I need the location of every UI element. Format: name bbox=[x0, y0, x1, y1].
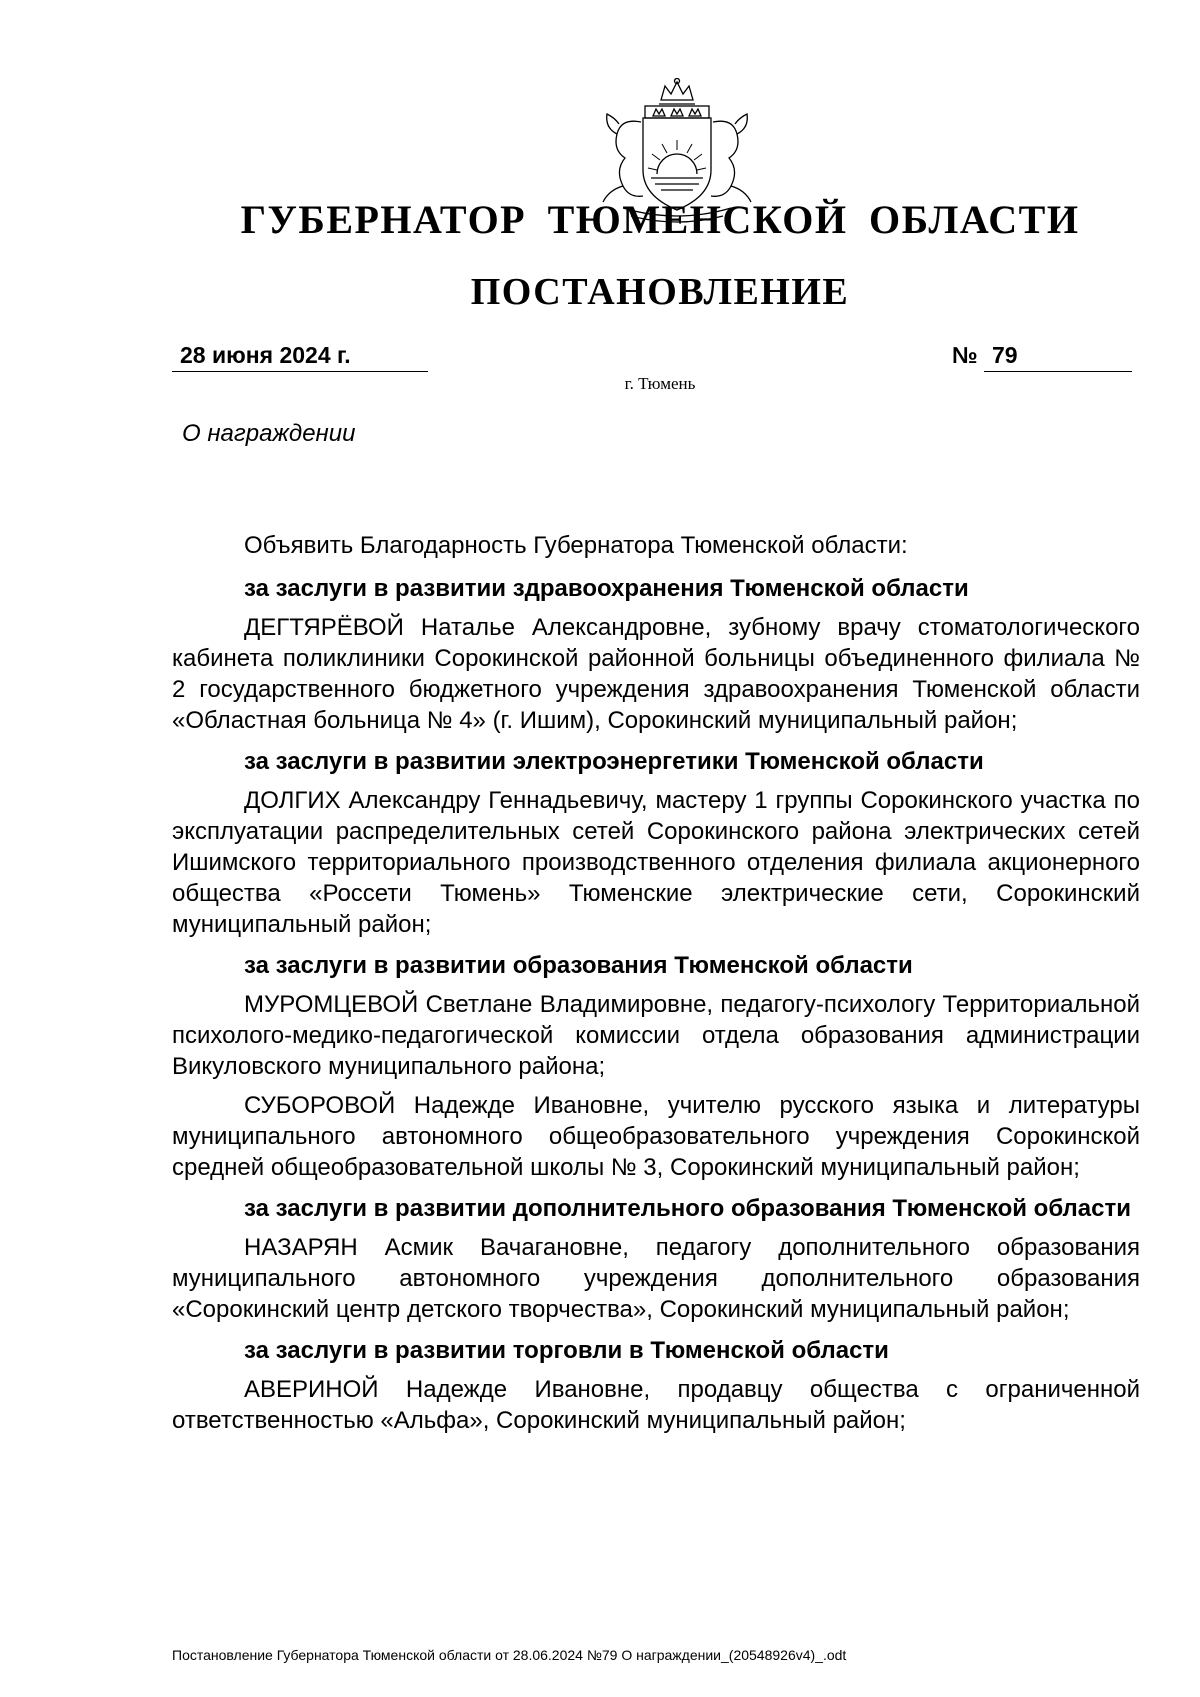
award-entry: СУБОРОВОЙ Надежде Ивановне, учителю русского языка и литературы муниципального автономного общеобразовательного учреждения Сорокинской средней общеобразовательной школы № 3, Сорокинский муниципальный район; bbox=[172, 1092, 1140, 1181]
section-heading: за заслуги в развитии образования Тюменской области bbox=[244, 952, 913, 979]
award-entry: МУРОМЦЕВОЙ Светлане Владимировне, педагогу-психологу Территориальной психолого-медико-педагогической комиссии отдела образования администрации Викуловского муниципального района; bbox=[172, 991, 1140, 1080]
document-body bbox=[172, 530, 1140, 1444]
issue-city: г. Тюмень bbox=[624, 374, 696, 393]
award-entry: ДЕГТЯРЁВОЙ Наталье Александровне, зубному врачу стоматологического кабинета поликлиники Сорокинской районной больницы объединенного филиала № 2 государственного бюджетного учреждения здравоохранения Тюменской области «Областная больница № 4» (г. Ишим), Сорокинский муниципальный район; bbox=[172, 614, 1140, 734]
document-subject: О награждении bbox=[182, 420, 356, 447]
document-number: 79 bbox=[984, 342, 1132, 372]
award-entry: ДОЛГИХ Александру Геннадьевичу, мастеру 1 группы Сорокинского участка по эксплуатации распределительных сетей Сорокинского района электрических сетей Ишимского территориального производственного отделения филиала акционерного общества «Россети Тюмень» Тюменские электрические сети, Сорокинский муниципальный район; bbox=[172, 787, 1140, 938]
section-heading: за заслуги в развитии торговли в Тюменской области bbox=[244, 1337, 889, 1364]
section-heading: за заслуги в развитии электроэнергетики Тюменской области bbox=[244, 748, 984, 775]
issuer-title: ГУБЕРНАТОР ТЮМЕНСКОЙ ОБЛАСТИ bbox=[240, 197, 1080, 242]
intro-paragraph: Объявить Благодарность Губернатора Тюменской области: bbox=[244, 532, 908, 559]
document-type: ПОСТАНОВЛЕНИЕ bbox=[470, 271, 850, 313]
section-heading: за заслуги в развитии дополнительного образования Тюменской области bbox=[244, 1195, 1132, 1222]
number-sign: № bbox=[952, 342, 978, 368]
document-date: 28 июня 2024 г. bbox=[172, 342, 428, 372]
award-entry: НАЗАРЯН Асмик Вачагановне, педагогу дополнительного образования муниципального автономного учреждения дополнительного образования «Сорокинский центр детского творчества», Сорокинский муниципальный район; bbox=[172, 1234, 1140, 1323]
award-entry: АВЕРИНОЙ Надежде Ивановне, продавцу общества с ограниченной ответственностью «Альфа», Сорокинский муниципальный район; bbox=[172, 1376, 1140, 1434]
section-heading: за заслуги в развитии здравоохранения Тюменской области bbox=[244, 575, 969, 602]
document-number-block bbox=[952, 342, 1018, 372]
file-footer: Постановление Губернатора Тюменской области от 28.06.2024 №79 О награждении_(20548926v4)_.odt bbox=[172, 1647, 847, 1663]
